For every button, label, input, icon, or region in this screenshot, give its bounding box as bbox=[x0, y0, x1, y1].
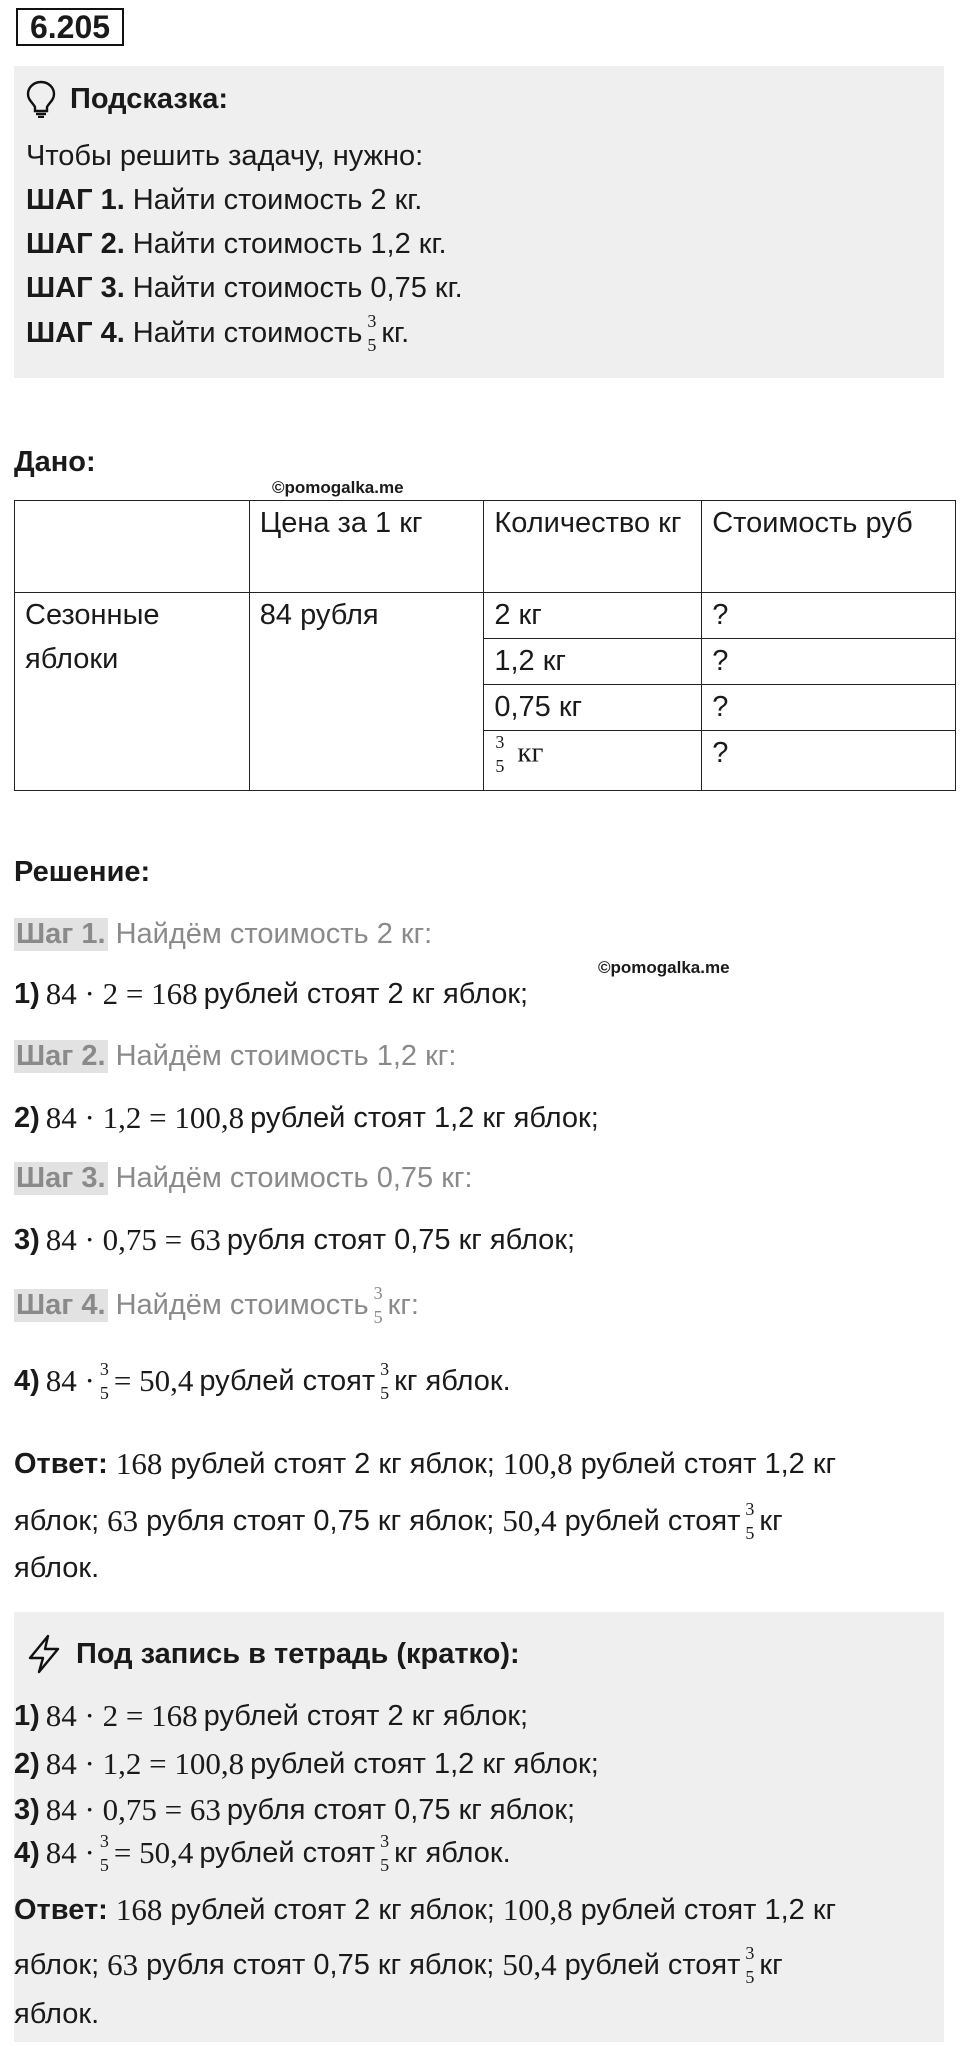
notes-line-2 bbox=[14, 1746, 599, 1782]
fraction: 3 5 bbox=[99, 1359, 109, 1403]
given-table bbox=[14, 500, 956, 791]
expression: 84 · 2 = 168 bbox=[45, 976, 198, 1011]
hint-panel bbox=[14, 66, 944, 378]
answer-value: 50,4 bbox=[502, 1947, 557, 1982]
given-label: Дано: bbox=[14, 446, 96, 478]
hint-step-label: ШАГ 2. bbox=[26, 228, 125, 260]
result-text: кг яблок. bbox=[394, 1364, 511, 1397]
fraction: 3 5 bbox=[745, 1943, 755, 1987]
solution-label: Решение: bbox=[14, 856, 151, 888]
answer-text: яблок; bbox=[14, 1948, 100, 1981]
step-text: Найдём стоимость 2 кг: bbox=[115, 918, 433, 950]
fraction: 3 5 bbox=[373, 1283, 383, 1327]
answer-text: рублей стоят 1,2 кг bbox=[580, 1893, 837, 1926]
result-text: рублей стоят 2 кг яблок; bbox=[203, 1699, 529, 1732]
line-number: 4) bbox=[14, 1836, 40, 1869]
line-number: 1) bbox=[14, 977, 40, 1010]
expression: 84 · bbox=[45, 1363, 95, 1398]
hint-step-label: ШАГ 4. bbox=[26, 316, 125, 349]
answer-line-2 bbox=[14, 1500, 783, 1542]
quantity-cell: 1,2 кг bbox=[484, 639, 702, 685]
lightning-icon bbox=[26, 1634, 62, 1674]
expression: 84 · 0,75 = 63 bbox=[45, 1222, 221, 1257]
step-header-3 bbox=[14, 1162, 473, 1195]
notes-answer-line-1 bbox=[14, 1892, 836, 1928]
table-row bbox=[15, 593, 956, 639]
hint-step-1 bbox=[26, 184, 422, 217]
table-header-cell bbox=[15, 501, 250, 593]
notes-answer-line-3: яблок. bbox=[14, 1998, 100, 2030]
result-text: рубля стоят 0,75 кг яблок; bbox=[226, 1223, 576, 1256]
answer-text: рублей стоят 2 кг яблок; bbox=[170, 1893, 495, 1926]
cost-cell: ? bbox=[702, 731, 956, 791]
answer-text: рубля стоят 0,75 кг яблок; bbox=[146, 1948, 495, 1981]
fraction: 3 5 bbox=[495, 732, 505, 776]
answer-text: кг bbox=[759, 1504, 783, 1537]
table-header-cell: Количество кг bbox=[484, 501, 702, 593]
line-number: 3) bbox=[14, 1223, 40, 1256]
hint-step-4 bbox=[26, 312, 409, 354]
step-text-tail: кг: bbox=[387, 1288, 419, 1321]
watermark: ©pomogalka.me bbox=[272, 478, 404, 497]
cost-cell: ? bbox=[702, 685, 956, 731]
notes-line-4 bbox=[14, 1832, 511, 1874]
expression: = 50,4 bbox=[113, 1835, 194, 1870]
step-header-4 bbox=[14, 1284, 419, 1326]
solution-line-1 bbox=[14, 976, 528, 1012]
answer-line-3: яблок. bbox=[14, 1552, 100, 1584]
step-tag: Шаг 4. bbox=[16, 1288, 106, 1321]
hint-title bbox=[26, 80, 228, 118]
price-cell: 84 рубля bbox=[249, 593, 484, 791]
hint-step-tail: кг. bbox=[381, 316, 410, 349]
notes-line-3 bbox=[14, 1792, 575, 1828]
answer-text: кг bbox=[759, 1948, 783, 1981]
answer-value: 100,8 bbox=[502, 1892, 573, 1927]
notes-line-1 bbox=[14, 1698, 528, 1734]
line-number: 4) bbox=[14, 1364, 40, 1397]
answer-value: 168 bbox=[115, 1892, 163, 1927]
fraction: 3 5 bbox=[380, 1831, 390, 1875]
solution-line-2 bbox=[14, 1100, 599, 1136]
answer-label: Ответ: bbox=[14, 1447, 108, 1480]
notes-title-text: Под запись в тетрадь (кратко): bbox=[76, 1637, 520, 1670]
table-header-row bbox=[15, 501, 956, 593]
solution-line-3 bbox=[14, 1222, 575, 1258]
step-text: Найдём стоимость 1,2 кг: bbox=[115, 1040, 457, 1072]
answer-value: 63 bbox=[107, 1503, 139, 1538]
quantity-cell: 2 кг bbox=[484, 593, 702, 639]
quantity-cell: 3 5 кг bbox=[484, 731, 702, 791]
hint-step-3 bbox=[26, 272, 463, 305]
step-text: Найдём стоимость bbox=[115, 1288, 369, 1321]
answer-line-1 bbox=[14, 1446, 836, 1482]
table-header-cell: Стоимость руб bbox=[702, 501, 956, 593]
quantity-cell: 0,75 кг bbox=[484, 685, 702, 731]
result-text: рублей стоят bbox=[199, 1364, 376, 1397]
answer-value: 168 bbox=[115, 1446, 163, 1481]
result-text: рублей стоят 1,2 кг яблок; bbox=[250, 1101, 599, 1134]
answer-value: 50,4 bbox=[502, 1503, 557, 1538]
expression: 84 · 1,2 = 100,8 bbox=[45, 1746, 245, 1781]
hint-step-text: Найти стоимость 1,2 кг. bbox=[132, 228, 447, 260]
notes-answer-line-2 bbox=[14, 1944, 783, 1986]
hint-intro: Чтобы решить задачу, нужно: bbox=[26, 140, 424, 172]
answer-text: рублей стоят 1,2 кг bbox=[580, 1447, 837, 1480]
answer-value: 63 bbox=[107, 1947, 139, 1982]
step-text: Найдём стоимость 0,75 кг: bbox=[115, 1162, 473, 1194]
expression: = 50,4 bbox=[113, 1363, 194, 1398]
line-number: 3) bbox=[14, 1793, 40, 1826]
result-text: рублей стоят bbox=[199, 1836, 376, 1869]
answer-text: рубля стоят 0,75 кг яблок; bbox=[146, 1504, 495, 1537]
hint-step-label: ШАГ 1. bbox=[26, 184, 125, 216]
answer-text: рублей стоят bbox=[564, 1948, 741, 1981]
expression: 84 · 0,75 = 63 bbox=[45, 1792, 221, 1827]
notes-title bbox=[26, 1634, 520, 1674]
result-text: рублей стоят 2 кг яблок; bbox=[203, 977, 529, 1010]
answer-text: яблок; bbox=[14, 1504, 100, 1537]
item-cell: Сезонные яблоки bbox=[15, 593, 250, 791]
step-header-1 bbox=[14, 918, 432, 951]
cost-cell: ? bbox=[702, 639, 956, 685]
task-number: 6.205 bbox=[16, 8, 124, 46]
hint-step-2 bbox=[26, 228, 447, 261]
lightbulb-icon bbox=[26, 80, 56, 118]
fraction: 3 5 bbox=[367, 311, 377, 355]
expression: 84 · bbox=[45, 1835, 95, 1870]
step-header-2 bbox=[14, 1040, 456, 1073]
answer-text: рублей стоят 2 кг яблок; bbox=[170, 1447, 495, 1480]
result-text: рубля стоят 0,75 кг яблок; bbox=[226, 1793, 576, 1826]
result-text: кг яблок. bbox=[394, 1836, 511, 1869]
cost-cell: ? bbox=[702, 593, 956, 639]
step-tag: Шаг 3. bbox=[16, 1162, 106, 1194]
notes-panel bbox=[14, 1612, 944, 2042]
watermark: ©pomogalka.me bbox=[598, 958, 730, 977]
hint-step-text: Найти стоимость bbox=[132, 316, 363, 349]
hint-step-text: Найти стоимость 2 кг. bbox=[132, 184, 423, 216]
hint-step-text: Найти стоимость 0,75 кг. bbox=[132, 272, 463, 304]
fraction: 3 5 bbox=[745, 1499, 755, 1543]
fraction: 3 5 bbox=[99, 1831, 109, 1875]
line-number: 2) bbox=[14, 1101, 40, 1134]
hint-title-text: Подсказка: bbox=[70, 82, 229, 115]
expression: 84 · 2 = 168 bbox=[45, 1698, 198, 1733]
line-number: 2) bbox=[14, 1747, 40, 1780]
hint-step-label: ШАГ 3. bbox=[26, 272, 125, 304]
answer-label: Ответ: bbox=[14, 1893, 108, 1926]
fraction: 3 5 bbox=[380, 1359, 390, 1403]
answer-text: рублей стоят bbox=[564, 1504, 741, 1537]
expression: 84 · 1,2 = 100,8 bbox=[45, 1100, 245, 1135]
line-number: 1) bbox=[14, 1699, 40, 1732]
solution-line-4 bbox=[14, 1360, 511, 1402]
table-header-cell: Цена за 1 кг bbox=[249, 501, 484, 593]
result-text: рублей стоят 1,2 кг яблок; bbox=[250, 1747, 599, 1780]
step-tag: Шаг 2. bbox=[16, 1040, 106, 1072]
answer-value: 100,8 bbox=[502, 1446, 573, 1481]
step-tag: Шаг 1. bbox=[16, 918, 106, 950]
